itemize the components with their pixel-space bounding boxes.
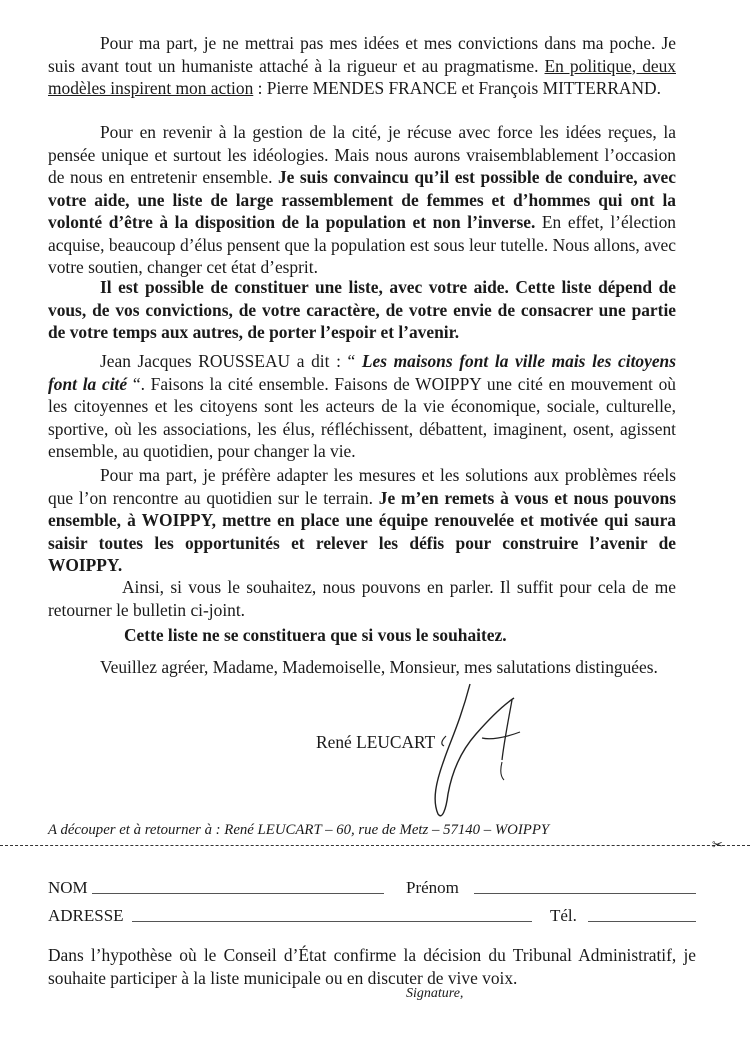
p1-text-b: : Pierre MENDES FRANCE et François MITTERRAND. xyxy=(253,78,661,98)
paragraph-7: Cette liste ne se constituera que si vous le souhaitez. xyxy=(124,625,507,645)
paragraph-1 xyxy=(48,32,676,100)
signature-label: Signature, xyxy=(406,986,464,1001)
signatory-name: René LEUCART xyxy=(316,732,436,752)
prenom-label: Prénom xyxy=(406,878,459,897)
paragraph-6: Ainsi, si vous le souhaitez, nous pouvons en parler. Il suffit pour cela de me retourner le bulletin ci-joint. xyxy=(48,577,676,620)
paragraph-2 xyxy=(48,121,676,279)
paragraph-4 xyxy=(48,350,676,463)
p1-underlined: En politique, deux modèles inspirent mon action xyxy=(48,55,676,98)
scissors-icon: ✂ xyxy=(712,837,723,852)
p2-text-a: Pour en revenir à la gestion de la cité, je récuse avec force les idées reçues, la pensée unique et surtout les idéologies. Mais nous aurons vraisemblablement l’occasion de nous en entretenir ensemble. xyxy=(48,122,676,187)
p1-text-a: Pour ma part, je ne mettrai pas mes idées et mes convictions dans ma poche. Je suis avant tout un humaniste attaché à la rigueur et au pragmatisme. xyxy=(48,33,676,76)
coupon-statement: Dans l’hypothèse où le Conseil d’État confirme la décision du Tribunal Administratif, je souhaite participer à la liste municipale ou en discuter de vive voix. xyxy=(48,945,696,988)
p2-bold: Je suis convaincu qu’il est possible de conduire, avec votre aide, une liste de large rassemblement de femmes et d’hommes qui ont la volonté d’être à la disposition de la population et non l’inverse. xyxy=(48,167,676,232)
tel-field[interactable] xyxy=(588,921,696,922)
tel-label: Tél. xyxy=(550,906,577,925)
cut-instruction: A découper et à retourner à : René LEUCART – 60, rue de Metz – 57140 – WOIPPY xyxy=(48,822,550,838)
p2-text-b: En effet, l’élection acquise, beaucoup d’élus pensent que la population est sous leur tutelle. Nous allons, avec votre soutien, changer cet état d’esprit. xyxy=(48,212,676,277)
handwritten-signature xyxy=(420,682,530,822)
paragraph-3: Il est possible de constituer une liste, avec votre aide. Cette liste dépend de vous, de vos convictions, de votre caractère, de votre envie de consacrer une partie de votre temps aux autres, de porter l’espoir et l’avenir. xyxy=(48,277,676,342)
paragraph-5 xyxy=(48,464,676,577)
nom-label: NOM xyxy=(48,878,88,897)
prenom-field[interactable] xyxy=(474,893,696,894)
p4-text-b: “. Faisons la cité ensemble. Faisons de WOIPPY une cité en mouvement où les citoyennes et les citoyens sont les acteurs de la vie économique, sociale, culturelle, sportive, où les associations, les élus, réfléchissent, débattent, imaginent, osent, agissent ensemble, au quotidien, pour changer la vie. xyxy=(48,373,676,461)
p5-bold: Je m’en remets à vous et nous pouvons ensemble, à WOIPPY, mettre en place une équipe renouvelée et motivée qui saura saisir toutes les opportunités et relever les défis pour construire l’avenir de WOIPPY. xyxy=(48,487,676,575)
p5-text-a: Pour ma part, je préfère adapter les mesures et les solutions aux problèmes réels que l’on rencontre au quotidien sur le terrain. xyxy=(48,465,676,508)
p4-quote: Les maisons font la ville mais les citoyens font la cité xyxy=(48,351,676,394)
adresse-field[interactable] xyxy=(132,921,532,922)
adresse-label: ADRESSE xyxy=(48,906,124,925)
paragraph-8: Veuillez agréer, Madame, Mademoiselle, Monsieur, mes salutations distinguées. xyxy=(100,657,658,677)
cut-line-divider xyxy=(0,845,750,847)
p4-text-a: Jean Jacques ROUSSEAU a dit : “ xyxy=(100,351,362,371)
nom-field[interactable] xyxy=(92,893,384,894)
